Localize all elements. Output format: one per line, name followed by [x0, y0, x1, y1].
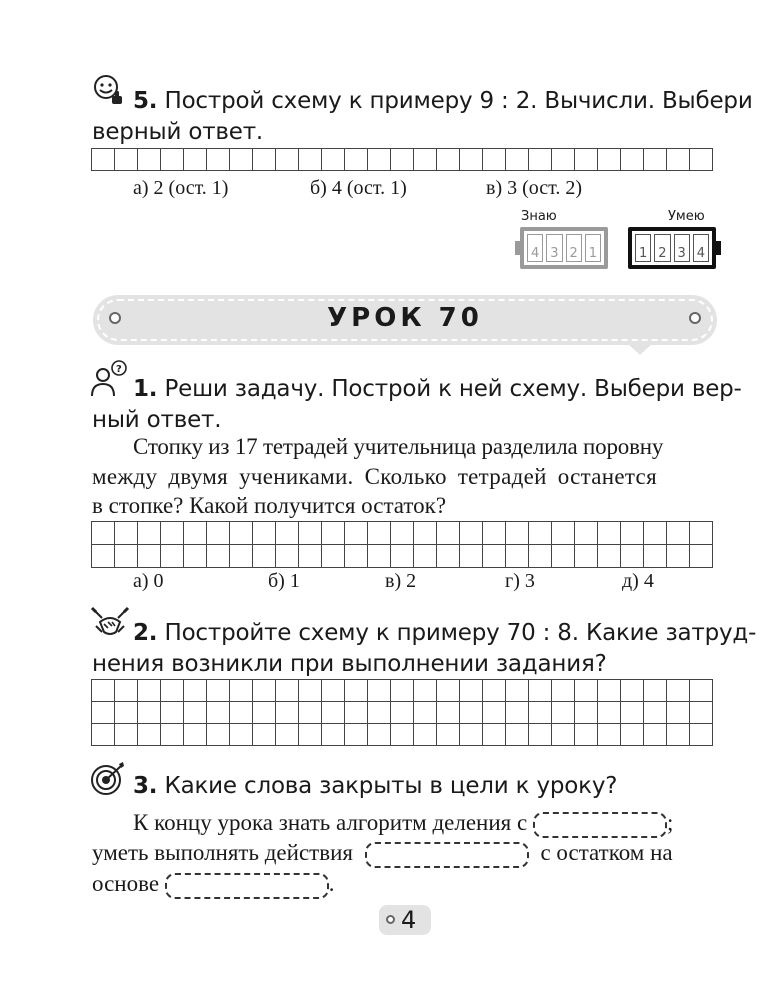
task5-text: 5. Построй схему к примеру 9 : 2. Вычисли. Выбери — [133, 88, 753, 114]
page-number: 4 — [401, 906, 417, 934]
lesson-banner — [93, 295, 717, 345]
know-cell[interactable]: 3 — [546, 234, 562, 262]
task5-answer-grid[interactable] — [91, 148, 713, 171]
task1-problem-line2: между двумя учениками. Сколько тетрадей останется — [92, 464, 657, 489]
task1-problem-line3: в стопке? Какой получится остаток? — [92, 493, 447, 518]
hidden-word-blank-2[interactable] — [365, 842, 529, 868]
target-icon — [90, 760, 128, 796]
banner-pointer — [628, 344, 652, 355]
task1-text: 1. Реши задачу. Построй к ней схему. Выбери вер- — [133, 376, 742, 402]
can-battery[interactable] — [628, 227, 716, 269]
know-cell[interactable]: 4 — [527, 234, 543, 262]
know-label: Знаю — [521, 209, 557, 224]
task3-text: 3. Какие слова закрыты в цели к уроку? — [133, 773, 618, 799]
page-number-dot — [386, 915, 395, 924]
person-question-icon — [89, 360, 129, 398]
task5-option-c[interactable]: в) 3 (ост. 2) — [486, 177, 583, 199]
know-cell[interactable]: 2 — [566, 234, 582, 262]
thinking-smiley-icon — [92, 74, 126, 108]
task1-option-b[interactable]: б) 1 — [268, 570, 300, 592]
svg-text:?: ? — [116, 364, 122, 375]
task2-answer-grid[interactable] — [91, 679, 713, 746]
hidden-word-blank-1[interactable] — [533, 812, 667, 838]
goal-line3: основе . — [92, 869, 335, 899]
task1-text-line2: ный ответ. — [92, 407, 222, 433]
task1-option-c[interactable]: в) 2 — [385, 570, 417, 592]
lesson-title: УРОК 70 — [327, 303, 483, 333]
task1-answer-grid[interactable] — [91, 521, 713, 568]
know-battery-terminal — [515, 241, 521, 255]
task1-option-a[interactable]: а) 0 — [133, 570, 164, 592]
task1-problem-line1: Стопку из 17 тетрадей учительница разделила поровну — [133, 434, 664, 459]
can-battery-terminal — [715, 241, 721, 255]
task2-text-line2: нения возникли при выполнении задания? — [92, 651, 607, 677]
task1-option-d[interactable]: г) 3 — [505, 570, 535, 592]
task5-option-b[interactable]: б) 4 (ост. 1) — [310, 177, 407, 199]
goal-line1: К концу урока знать алгоритм деления с ; — [133, 808, 673, 838]
know-battery[interactable] — [520, 227, 608, 269]
can-cell[interactable]: 2 — [654, 234, 670, 262]
know-cell[interactable]: 1 — [585, 234, 601, 262]
task5-text-line2: верный ответ. — [92, 119, 264, 145]
can-cell[interactable]: 4 — [693, 234, 709, 262]
handshake-icon — [90, 604, 130, 640]
goal-line2: уметь выполнять действия с остатком на — [92, 838, 673, 868]
can-label: Умею — [668, 209, 705, 224]
hidden-word-blank-3[interactable] — [165, 873, 329, 899]
can-cell[interactable]: 1 — [635, 234, 651, 262]
task5-option-a[interactable]: а) 2 (ост. 1) — [133, 177, 229, 199]
page-number-badge — [379, 905, 431, 935]
task1-option-e[interactable]: д) 4 — [622, 570, 654, 592]
task2-text: 2. Постройте схему к примеру 70 : 8. Какие затруд- — [133, 620, 757, 646]
can-cell[interactable]: 3 — [674, 234, 690, 262]
